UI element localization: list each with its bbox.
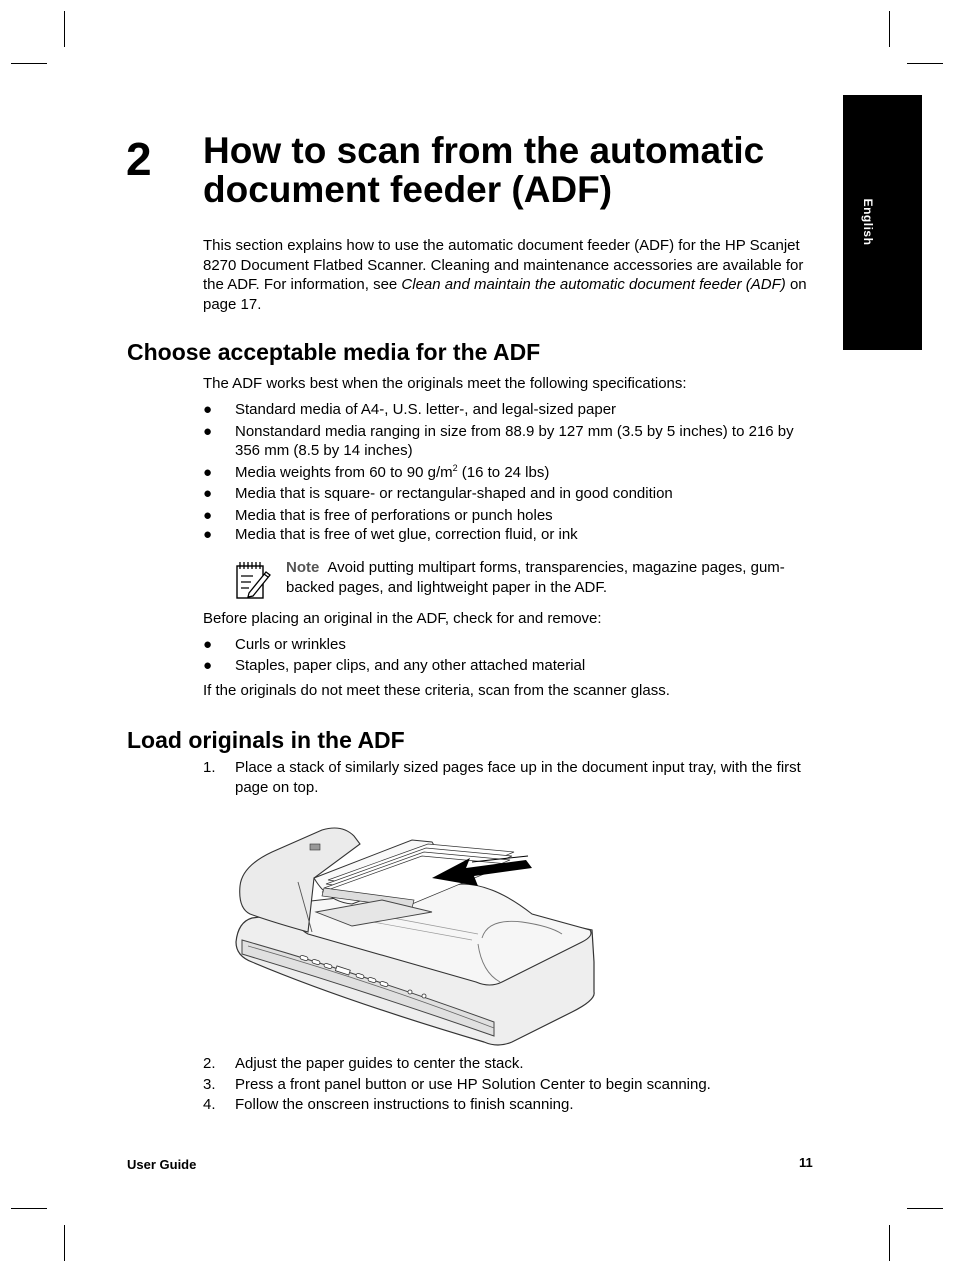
- step-text: Press a front panel button or use HP Solution Center to begin scanning.: [235, 1075, 711, 1093]
- step-list-first: [203, 758, 815, 797]
- bullet: ●: [203, 485, 213, 502]
- check-list: [203, 635, 815, 675]
- step-number: 3.: [203, 1075, 216, 1093]
- language-tab: [843, 95, 922, 350]
- chapter-number: 2: [126, 133, 152, 185]
- bullet: ●: [203, 401, 213, 418]
- step-list-rest: [203, 1054, 815, 1115]
- note-text: Avoid putting multipart forms, transparencies, magazine pages, gum-backed pages, and lightweight paper in the ADF.: [286, 559, 785, 596]
- media-lead: The ADF works best when the originals meet the following specifications:: [203, 375, 687, 392]
- step-number: 1.: [203, 759, 216, 776]
- list-item: [203, 656, 815, 676]
- page-number: 11: [799, 1155, 813, 1170]
- list-item: [203, 400, 815, 420]
- crop-mark: [907, 1208, 943, 1209]
- section-heading-load: Load originals in the ADF: [127, 727, 405, 753]
- crop-mark: [64, 11, 65, 47]
- section-heading-media: Choose acceptable media for the ADF: [127, 339, 541, 365]
- crop-mark: [11, 1208, 47, 1209]
- bullet: ●: [203, 656, 213, 674]
- list-item-text: Media that is square- or rectangular-shaped and in good condition: [235, 485, 673, 502]
- crop-mark: [889, 11, 890, 47]
- list-item-text: Media that is free of wet glue, correction fluid, or ink: [235, 526, 578, 543]
- list-item-text: Staples, paper clips, and any other attached material: [235, 656, 586, 674]
- crop-mark: [11, 63, 47, 64]
- bullet: ●: [203, 422, 213, 440]
- scanner-illustration: [232, 822, 598, 1052]
- footer-guide-title: User Guide: [127, 1157, 197, 1172]
- list-item: [203, 484, 815, 504]
- language-tab-label: English: [861, 198, 875, 246]
- list-item-text: Standard media of A4-, U.S. letter-, and legal-sized paper: [235, 401, 617, 418]
- intro-text-end: on page 17.: [203, 276, 807, 313]
- chapter-title: How to scan from the automatic document feeder (ADF): [203, 130, 765, 210]
- intro-paragraph: [203, 236, 815, 314]
- notepad-icon: [235, 560, 273, 600]
- bullet: ●: [203, 526, 213, 543]
- list-item: [203, 506, 815, 526]
- crop-mark: [889, 1225, 890, 1261]
- list-item: [203, 525, 815, 545]
- media-spec-list: [203, 400, 815, 545]
- list-item-text: Curls or wrinkles: [235, 636, 346, 653]
- superscript: 2: [452, 462, 458, 473]
- closing-paragraph: If the originals do not meet these criteria, scan from the scanner glass.: [203, 682, 670, 699]
- check-lead: Before placing an original in the ADF, check for and remove:: [203, 610, 602, 627]
- list-item: [203, 422, 815, 461]
- note-text-block: [286, 558, 811, 597]
- step-item: [203, 758, 815, 797]
- list-item-text: Media that is free of perforations or punch holes: [235, 506, 553, 524]
- step-item: [203, 1075, 815, 1095]
- list-item-text: Nonstandard media ranging in size from 88.9 by 127 mm (3.5 by 5 inches) to 216 by 356 mm (8.5 by 14 inches): [235, 422, 794, 459]
- intro-text: This section explains how to use the automatic document feeder (ADF) for the HP Scanjet 8270 Document Flatbed Scanner. Cleaning and maintenance accessories are available for the ADF. For information, see: [203, 237, 804, 293]
- step-number: 4.: [203, 1096, 216, 1113]
- crop-mark: [907, 63, 943, 64]
- list-item-text: Media weights from 60 to 90 g/m: [235, 463, 453, 481]
- list-item-text: (16 to 24 lbs): [457, 463, 550, 481]
- bullet: ●: [203, 463, 213, 481]
- list-item: [203, 463, 815, 483]
- step-item: [203, 1095, 815, 1115]
- step-item: [203, 1054, 815, 1074]
- step-text: Follow the onscreen instructions to finish scanning.: [235, 1096, 574, 1113]
- step-text: Adjust the paper guides to center the stack.: [235, 1055, 524, 1072]
- step-number: 2.: [203, 1055, 216, 1072]
- cross-reference-link[interactable]: Clean and maintain the automatic document feeder (ADF): [401, 276, 786, 293]
- crop-mark: [64, 1225, 65, 1261]
- bullet: ●: [203, 636, 213, 653]
- list-item: [203, 635, 815, 655]
- note-label: Note: [286, 559, 320, 576]
- step-text: Place a stack of similarly sized pages face up in the document input tray, with the first page on top.: [235, 759, 801, 796]
- bullet: ●: [203, 506, 213, 524]
